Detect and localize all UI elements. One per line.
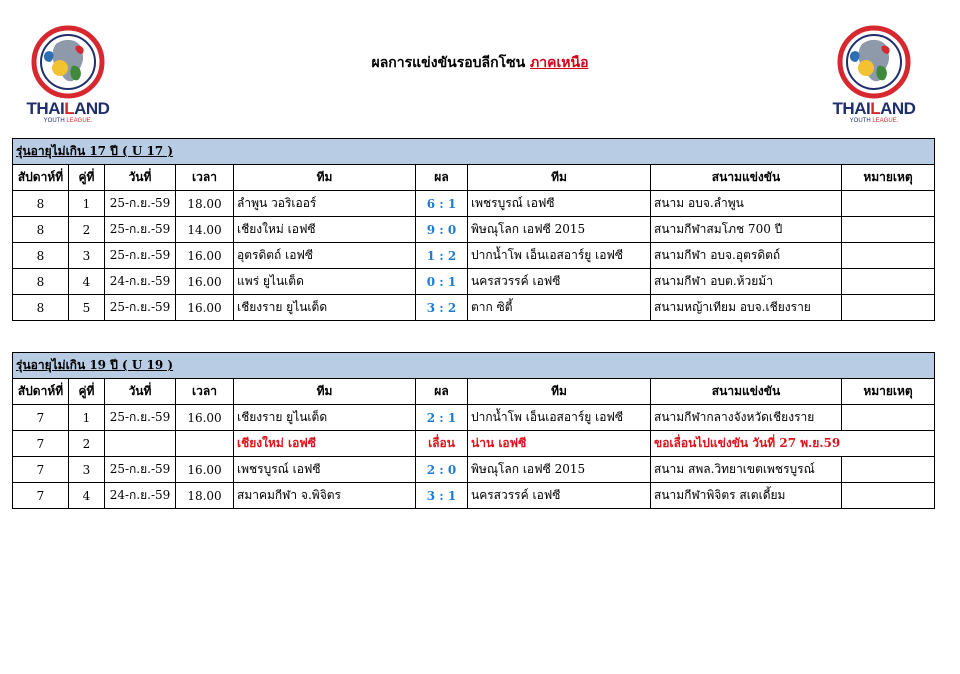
away-team-cell: พิษณุโลก เอฟซี 2015 xyxy=(468,457,651,483)
pair-cell: 3 xyxy=(69,243,105,269)
col-home-team: ทีม xyxy=(234,165,416,191)
col-time: เวลา xyxy=(176,165,234,191)
date-cell: 25-ก.ย.-59 xyxy=(105,295,176,321)
col-home-team: ทีม xyxy=(234,379,416,405)
date-cell: 25-ก.ย.-59 xyxy=(105,457,176,483)
pair-cell: 3 xyxy=(69,457,105,483)
score-cell: 3 : 2 xyxy=(416,295,468,321)
pair-cell: 2 xyxy=(69,217,105,243)
date-cell: 24-ก.ย.-59 xyxy=(105,269,176,295)
table-row xyxy=(13,405,935,431)
note-cell xyxy=(842,405,935,431)
time-cell: 16.00 xyxy=(176,295,234,321)
col-pair: คู่ที่ xyxy=(69,379,105,405)
pair-cell: 4 xyxy=(69,483,105,509)
home-team-cell: แพร่ ยูไนเต็ด xyxy=(234,269,416,295)
note-cell xyxy=(842,269,935,295)
u17-results-table xyxy=(12,138,935,321)
away-team-cell: นครสวรรค์ เอฟซี xyxy=(468,483,651,509)
col-venue: สนามแข่งขัน xyxy=(651,379,842,405)
away-team-cell: ปากน้ำโพ เอ็นเอสอาร์ยู เอฟซี xyxy=(468,405,651,431)
table-row-postponed xyxy=(13,431,935,457)
pair-cell: 2 xyxy=(69,431,105,457)
col-week: สัปดาห์ที่ xyxy=(13,165,69,191)
week-cell: 8 xyxy=(13,217,69,243)
table-row xyxy=(13,243,935,269)
page-title xyxy=(0,52,960,74)
score-cell: 2 : 0 xyxy=(416,457,468,483)
col-time: เวลา xyxy=(176,379,234,405)
score-cell: 1 : 2 xyxy=(416,243,468,269)
col-result: ผล xyxy=(416,379,468,405)
week-cell: 8 xyxy=(13,295,69,321)
date-cell: 24-ก.ย.-59 xyxy=(105,483,176,509)
table-row xyxy=(13,457,935,483)
score-cell: 2 : 1 xyxy=(416,405,468,431)
week-cell: 8 xyxy=(13,269,69,295)
venue-cell: สนามกีฬา อบต.ห้วยม้า xyxy=(651,269,842,295)
column-header-row xyxy=(13,165,935,191)
title-region: ภาคเหนือ xyxy=(530,55,589,71)
week-cell: 7 xyxy=(13,457,69,483)
table-row xyxy=(13,217,935,243)
pair-cell: 4 xyxy=(69,269,105,295)
away-team-cell: ปากน้ำโพ เอ็นเอสอาร์ยู เอฟซี xyxy=(468,243,651,269)
note-cell xyxy=(842,483,935,509)
date-cell: 25-ก.ย.-59 xyxy=(105,405,176,431)
table-row xyxy=(13,269,935,295)
venue-cell: สนามกีฬาสมโภช 700 ปี xyxy=(651,217,842,243)
week-cell: 7 xyxy=(13,431,69,457)
home-team-cell: เพชรบูรณ์ เอฟซี xyxy=(234,457,416,483)
col-result: ผล xyxy=(416,165,468,191)
pair-cell: 1 xyxy=(69,405,105,431)
week-cell: 8 xyxy=(13,243,69,269)
title-main: ผลการแข่งขันรอบลีกโซน xyxy=(371,55,526,71)
home-team-cell: เชียงใหม่ เอฟซี xyxy=(234,431,416,457)
col-venue: สนามแข่งขัน xyxy=(651,165,842,191)
section-header-u19 xyxy=(13,353,935,379)
away-team-cell: ตาก ซิตี้ xyxy=(468,295,651,321)
week-cell: 7 xyxy=(13,405,69,431)
time-cell xyxy=(176,431,234,457)
away-team-cell: นครสวรรค์ เอฟซี xyxy=(468,269,651,295)
col-week: สัปดาห์ที่ xyxy=(13,379,69,405)
date-cell: 25-ก.ย.-59 xyxy=(105,243,176,269)
col-away-team: ทีม xyxy=(468,165,651,191)
venue-cell: สนามกีฬาพิจิตร สเตเดี้ยม xyxy=(651,483,842,509)
section-label: รุ่นอายุไม่เกิน 19 ปี ( U 19 ) xyxy=(13,353,935,379)
postpone-note-cell: ขอเลื่อนไปแข่งขัน วันที่ 27 พ.ย.59 xyxy=(651,431,935,457)
venue-cell: สนามกีฬา อบจ.อุตรดิตถ์ xyxy=(651,243,842,269)
score-cell: 3 : 1 xyxy=(416,483,468,509)
section-header-u17 xyxy=(13,139,935,165)
time-cell: 18.00 xyxy=(176,483,234,509)
table-row xyxy=(13,191,935,217)
note-cell xyxy=(842,457,935,483)
venue-cell: สนาม สพล.วิทยาเขตเพชรบูรณ์ xyxy=(651,457,842,483)
note-cell xyxy=(842,295,935,321)
score-cell: 6 : 1 xyxy=(416,191,468,217)
venue-cell: สนามหญ้าเทียม อบจ.เชียงราย xyxy=(651,295,842,321)
col-date: วันที่ xyxy=(105,165,176,191)
away-team-cell: พิษณุโลก เอฟซี 2015 xyxy=(468,217,651,243)
col-pair: คู่ที่ xyxy=(69,165,105,191)
date-cell: 25-ก.ย.-59 xyxy=(105,217,176,243)
thailand-youth-league-logo: THAILAND YOUTH LEAGUE. xyxy=(16,22,120,122)
note-cell xyxy=(842,243,935,269)
u19-results-table xyxy=(12,352,935,509)
pair-cell: 5 xyxy=(69,295,105,321)
home-team-cell: สมาคมกีฬา จ.พิจิตร xyxy=(234,483,416,509)
home-team-cell: เชียงใหม่ เอฟซี xyxy=(234,217,416,243)
venue-cell: สนาม อบจ.ลำพูน xyxy=(651,191,842,217)
score-cell: 0 : 1 xyxy=(416,269,468,295)
section-label: รุ่นอายุไม่เกิน 17 ปี ( U 17 ) xyxy=(13,139,935,165)
time-cell: 14.00 xyxy=(176,217,234,243)
time-cell: 16.00 xyxy=(176,405,234,431)
table-row xyxy=(13,295,935,321)
venue-cell: สนามกีฬากลางจังหวัดเชียงราย xyxy=(651,405,842,431)
pair-cell: 1 xyxy=(69,191,105,217)
week-cell: 7 xyxy=(13,483,69,509)
col-note: หมายเหตุ xyxy=(842,165,935,191)
date-cell: 25-ก.ย.-59 xyxy=(105,191,176,217)
col-away-team: ทีม xyxy=(468,379,651,405)
home-team-cell: เชียงราย ยูไนเต็ด xyxy=(234,295,416,321)
date-cell xyxy=(105,431,176,457)
time-cell: 18.00 xyxy=(176,191,234,217)
note-cell xyxy=(842,191,935,217)
home-team-cell: อุตรดิตถ์ เอฟซี xyxy=(234,243,416,269)
home-team-cell: ลำพูน วอริเออร์ xyxy=(234,191,416,217)
col-date: วันที่ xyxy=(105,379,176,405)
week-cell: 8 xyxy=(13,191,69,217)
away-team-cell: เพชรบูรณ์ เอฟซี xyxy=(468,191,651,217)
column-header-row xyxy=(13,379,935,405)
time-cell: 16.00 xyxy=(176,269,234,295)
score-cell: เลื่อน xyxy=(416,431,468,457)
score-cell: 9 : 0 xyxy=(416,217,468,243)
col-note: หมายเหตุ xyxy=(842,379,935,405)
note-cell xyxy=(842,217,935,243)
thailand-youth-league-logo-right: THAILAND YOUTH LEAGUE. xyxy=(822,22,926,122)
time-cell: 16.00 xyxy=(176,243,234,269)
away-team-cell: น่าน เอฟซี xyxy=(468,431,651,457)
table-row xyxy=(13,483,935,509)
time-cell: 16.00 xyxy=(176,457,234,483)
home-team-cell: เชียงราย ยูไนเต็ด xyxy=(234,405,416,431)
